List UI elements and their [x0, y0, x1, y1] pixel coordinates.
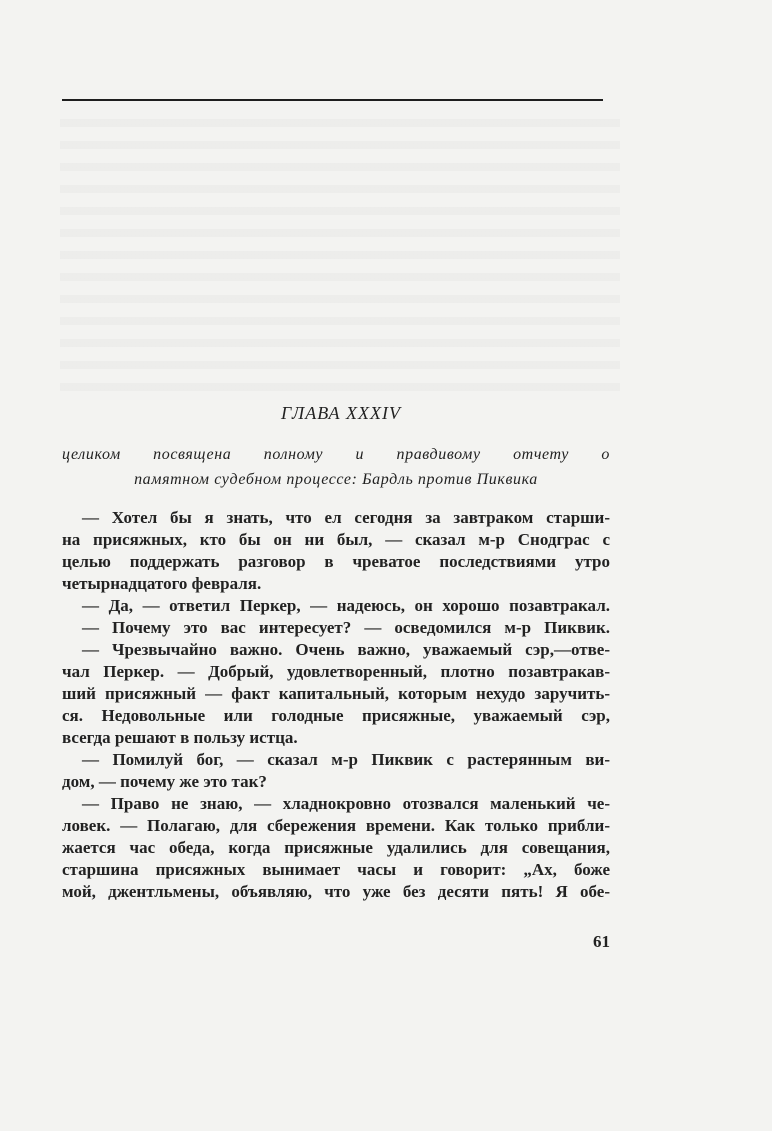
text-line: — Право не знаю, — хладнокровно отозвался маленький че-	[82, 794, 610, 813]
text-line: всегда решают в пользу истца.	[62, 728, 298, 747]
text-line: — Почему это вас интересует? — осведомился м-р Пиквик.	[82, 618, 610, 637]
bleed-through-texture	[60, 105, 620, 395]
chapter-subtitle-line: памятном судебном процессе: Бардль против Пиквика	[134, 471, 538, 488]
text-line: чал Перкер. — Добрый, удовлетворенный, плотно позавтракав-	[62, 662, 610, 681]
chapter-subtitle-line: целиком посвящена полному и правдивому отчету о	[62, 446, 610, 463]
text-line: — Хотел бы я знать, что ел сегодня за завтраком старши-	[82, 508, 610, 527]
body-text	[62, 507, 610, 903]
text-line: дом, — почему же это так?	[62, 772, 267, 791]
text-line: четырнадцатого февраля.	[62, 574, 262, 593]
text-line: ший присяжный — факт капитальный, которым нехудо заручить-	[62, 684, 610, 703]
text-line: — Помилуй бог, — сказал м-р Пиквик с растерянным ви-	[82, 750, 610, 769]
text-line: ся. Недовольные или голодные присяжные, уважаемый сэр,	[62, 706, 610, 725]
text-line: целью поддержать разговор в чреватое последствиями утро	[62, 552, 610, 571]
text-line: старшина присяжных вынимает часы и говорит: „Ах, боже	[62, 860, 610, 879]
text-line: жается час обеда, когда присяжные удалились для совещания,	[62, 838, 610, 857]
text-line: ловек. — Полагаю, для сбережения времени. Как только прибли-	[62, 816, 610, 835]
text-line: на присяжных, кто бы он ни был, — сказал м-р Снодграс с	[62, 530, 610, 549]
page-number: 61	[593, 932, 610, 951]
text-line: — Да, — ответил Перкер, — надеюсь, он хорошо позавтракал.	[82, 596, 610, 615]
chapter-title: ГЛАВА XXXIV	[281, 403, 401, 423]
header-rule	[62, 99, 603, 101]
text-line: — Чрезвычайно важно. Очень важно, уважаемый сэр,—отве-	[82, 640, 610, 659]
text-line: мой, джентльмены, объявляю, что уже без десяти пять! Я обе-	[62, 882, 610, 901]
